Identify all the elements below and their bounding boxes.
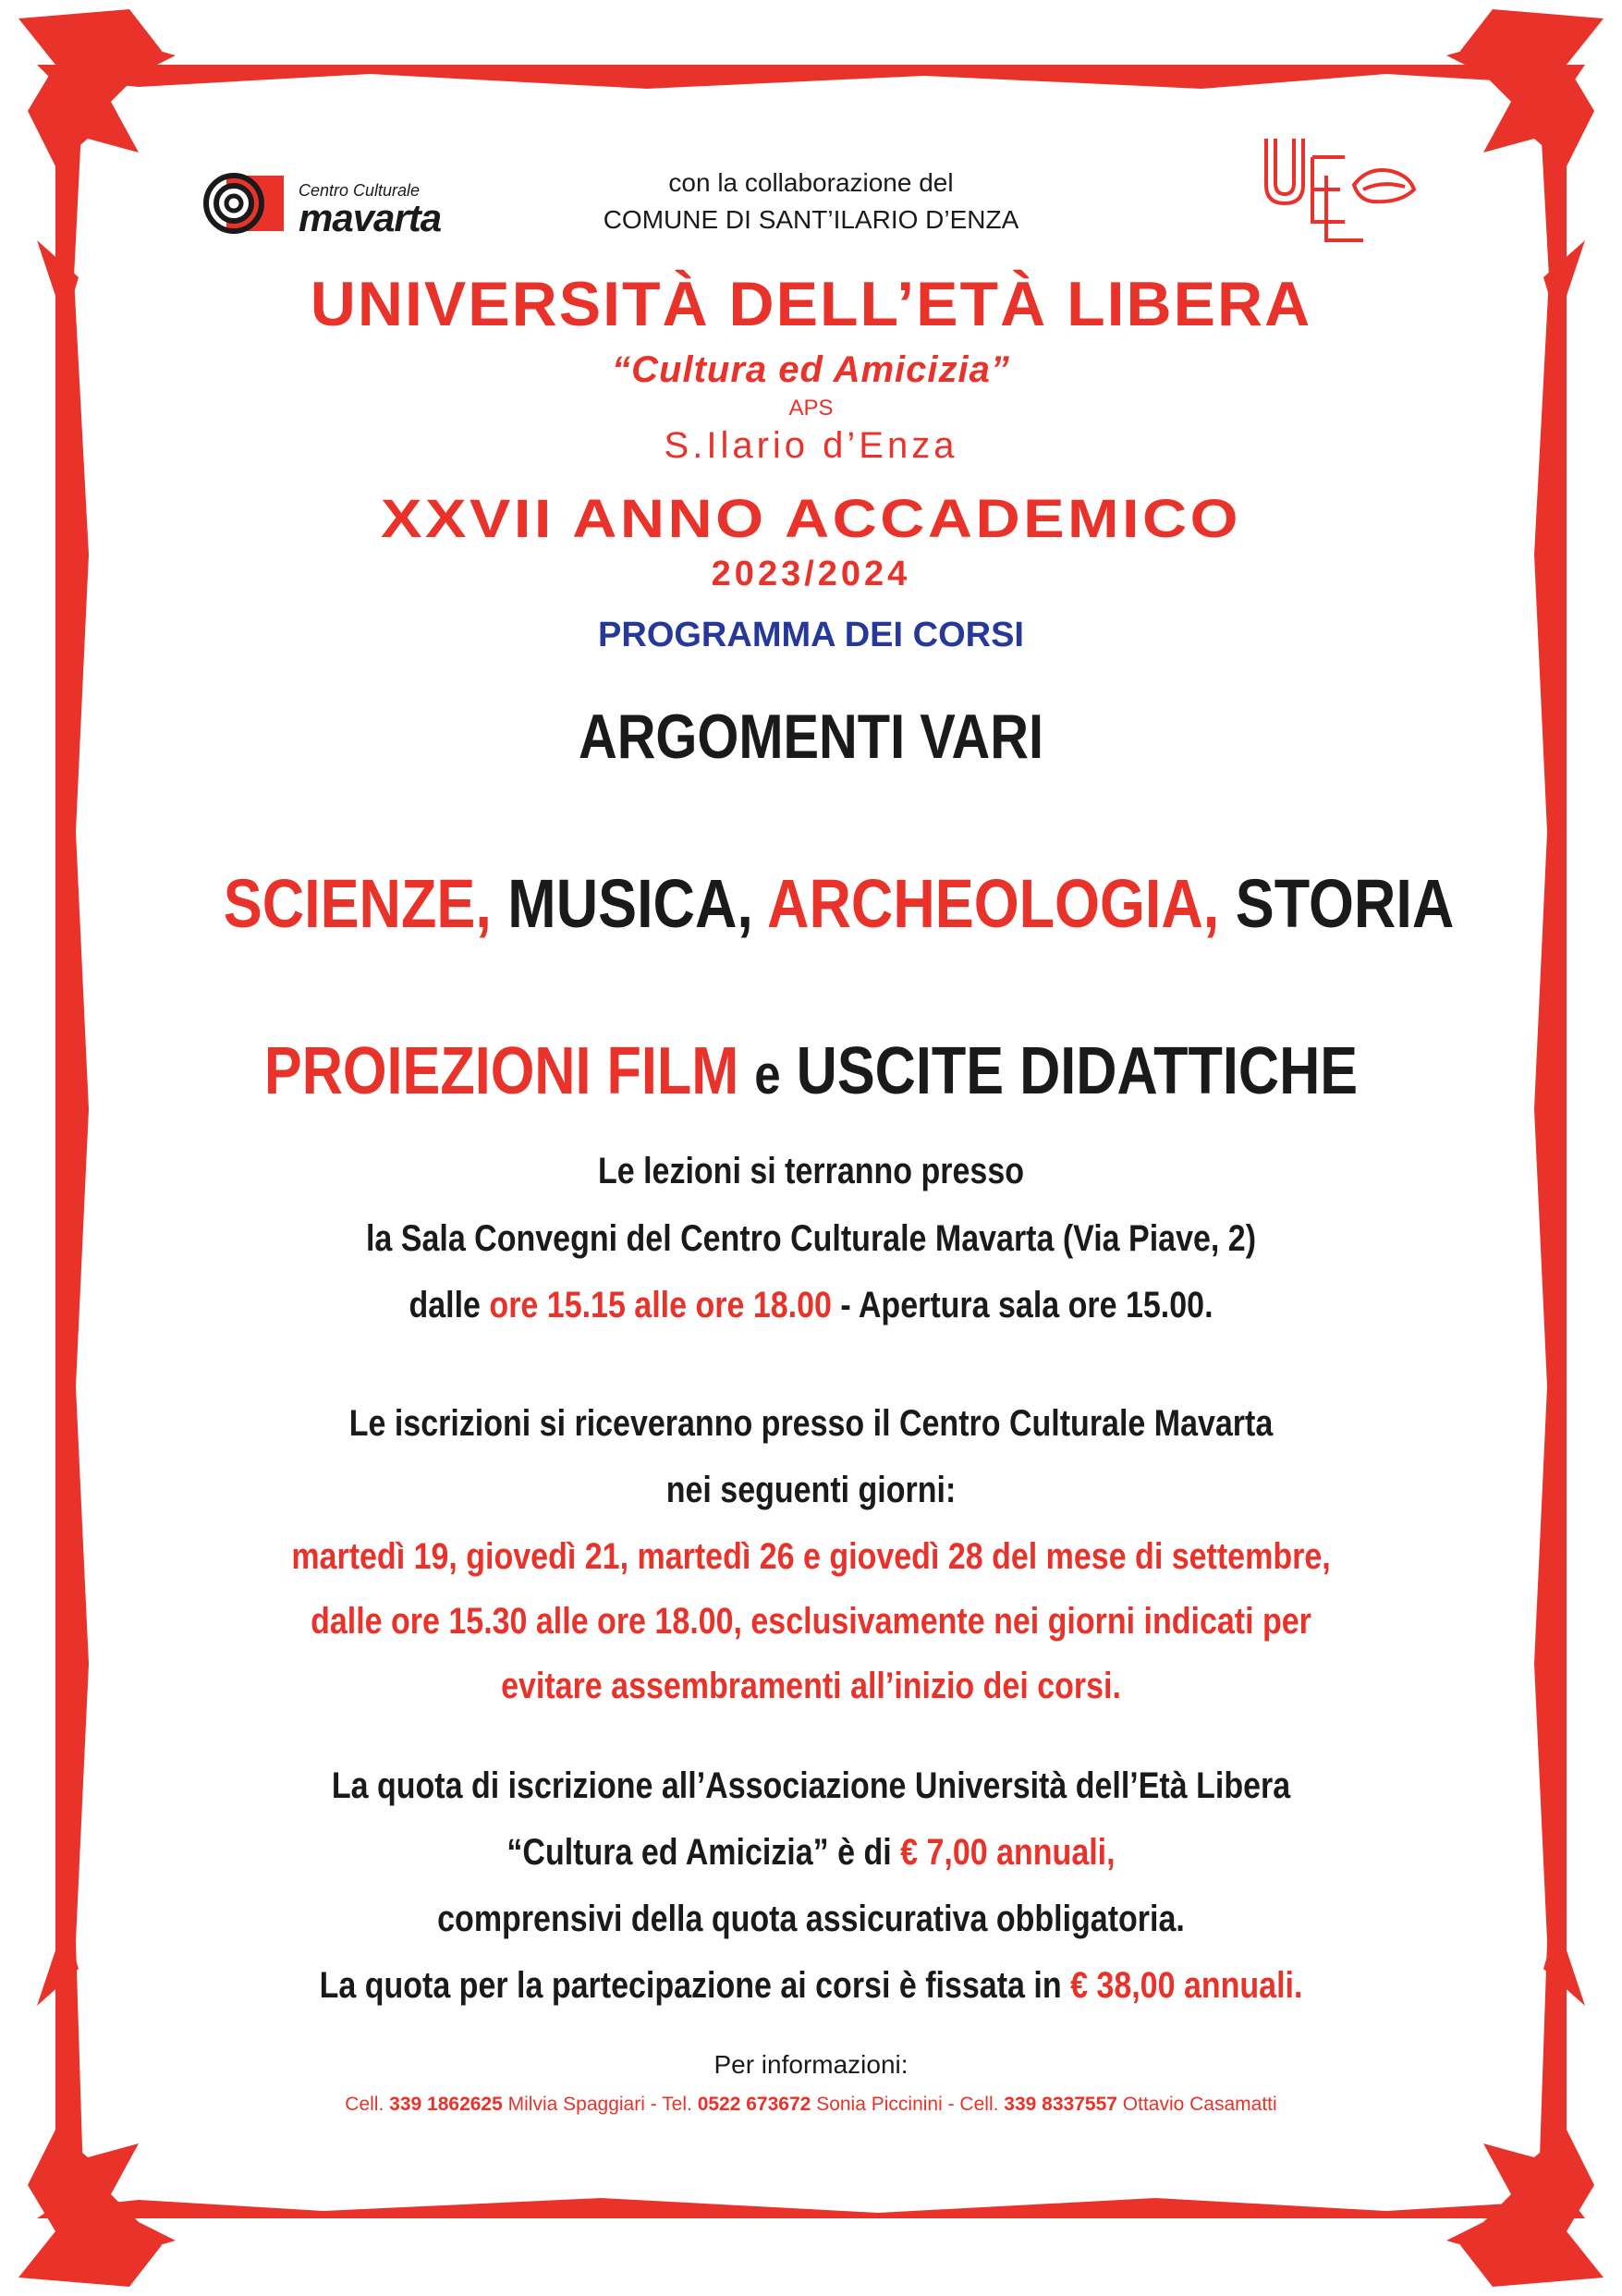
- contact-2-name: Sonia Piccinini: [816, 2094, 943, 2115]
- frame-corner-top-right: [1460, 9, 1604, 166]
- films-conjunction: e: [754, 1044, 781, 1105]
- fees-course-text: La quota per la partecipazione ai corsi è fissata in: [319, 1965, 1062, 2006]
- academic-years: 2023/2024: [711, 555, 911, 593]
- contact-1-label: Cell.: [345, 2094, 384, 2115]
- frame-top-band: [37, 65, 1585, 89]
- contact-3-number[interactable]: 339 8337557: [1004, 2094, 1117, 2115]
- mavarta-logo-name: mavarta: [299, 196, 442, 239]
- contact-1-name: Milvia Spaggiari: [507, 2094, 645, 2115]
- contact-2-label: - Tel.: [650, 2094, 692, 2115]
- fees-line-3: comprensivi della quota assicurativa obbligatoria.: [437, 1899, 1185, 1939]
- info-heading: Per informazioni:: [713, 2050, 909, 2079]
- topics-line: [150, 864, 1529, 943]
- lessons-line-2: la Sala Convegni del Centro Culturale Mavarta (Via Piave, 2): [365, 1218, 1257, 1259]
- collaboration-line-1: con la collaborazione del: [668, 168, 954, 197]
- lessons-line-3: [122, 1285, 1501, 1326]
- lessons-hours: ore 15.15 alle ore 18.00: [489, 1285, 832, 1325]
- topic-storia: STORIA: [1235, 865, 1455, 942]
- collaboration-line-2: COMUNE DI SANT’ILARIO D’ENZA: [603, 205, 1019, 234]
- place-name: S.Ilario d’Enza: [664, 425, 958, 466]
- contact-2-number[interactable]: 0522 673672: [697, 2094, 811, 2115]
- enroll-line-2: nei seguenti giorni:: [665, 1470, 957, 1510]
- frame-bottom-band: [37, 2198, 1585, 2218]
- fees-line-2: [122, 1832, 1501, 1874]
- enroll-note: evitare assembramenti all’inizio dei corsi.: [501, 1666, 1121, 1706]
- mavarta-logo-subtitle: Centro Culturale: [299, 181, 421, 200]
- fees-association-amount: € 7,00 annuali,: [900, 1832, 1116, 1873]
- uel-logo: [1262, 129, 1419, 250]
- contact-3-label: - Cell.: [947, 2094, 999, 2115]
- academic-year-title: XXVII ANNO ACCADEMICO: [381, 489, 1241, 549]
- lessons-from: dalle: [409, 1285, 481, 1325]
- university-title: UNIVERSITÀ DELL’ETÀ LIBERA: [310, 269, 1312, 339]
- films-line: [122, 1033, 1501, 1109]
- contact-1-number[interactable]: 339 1862625: [389, 2094, 503, 2115]
- fees-course-amount: € 38,00 annuali.: [1070, 1965, 1303, 2006]
- fees-association-text: “Cultura ed Amicizia” è di: [506, 1832, 892, 1873]
- university-motto: “Cultura ed Amicizia”: [612, 349, 1010, 390]
- enroll-dates: martedì 19, giovedì 21, martedì 26 e giovedì 28 del mese di settembre,: [291, 1536, 1331, 1577]
- uel-logo-text: UEL: [1315, 176, 1317, 177]
- fees-line-4: [122, 1965, 1501, 2007]
- contact-3-name: Ottavio Casamatti: [1122, 2094, 1277, 2115]
- lessons-line-1: Le lezioni si terranno presso: [597, 1151, 1025, 1191]
- contacts-line: [0, 2094, 1622, 2116]
- uel-logo-icon: [1262, 129, 1419, 250]
- lessons-opening: - Apertura sala ore 15.00.: [840, 1285, 1213, 1325]
- program-heading: PROGRAMMA DEI CORSI: [598, 616, 1024, 654]
- films-outings: USCITE DIDATTICHE: [796, 1034, 1359, 1108]
- topic-scienze: SCIENZE,: [223, 865, 492, 942]
- enroll-hours: dalle ore 15.30 alle ore 18.00, esclusivamente nei giorni indicati per: [311, 1601, 1311, 1642]
- topics-heading: ARGOMENTI VARI: [578, 702, 1044, 772]
- topic-musica: MUSICA,: [507, 865, 753, 942]
- frame-corner-top-left: [18, 9, 162, 166]
- enroll-line-1: Le iscrizioni si riceveranno presso il Centro Culturale Mavarta: [348, 1403, 1274, 1444]
- fees-line-1: La quota di iscrizione all’Associazione Università dell’Età Libera: [331, 1765, 1291, 1806]
- topic-archeologia: ARCHEOLOGIA,: [767, 865, 1220, 942]
- films-projections: PROIEZIONI FILM: [263, 1034, 739, 1108]
- aps-label: APS: [788, 396, 834, 421]
